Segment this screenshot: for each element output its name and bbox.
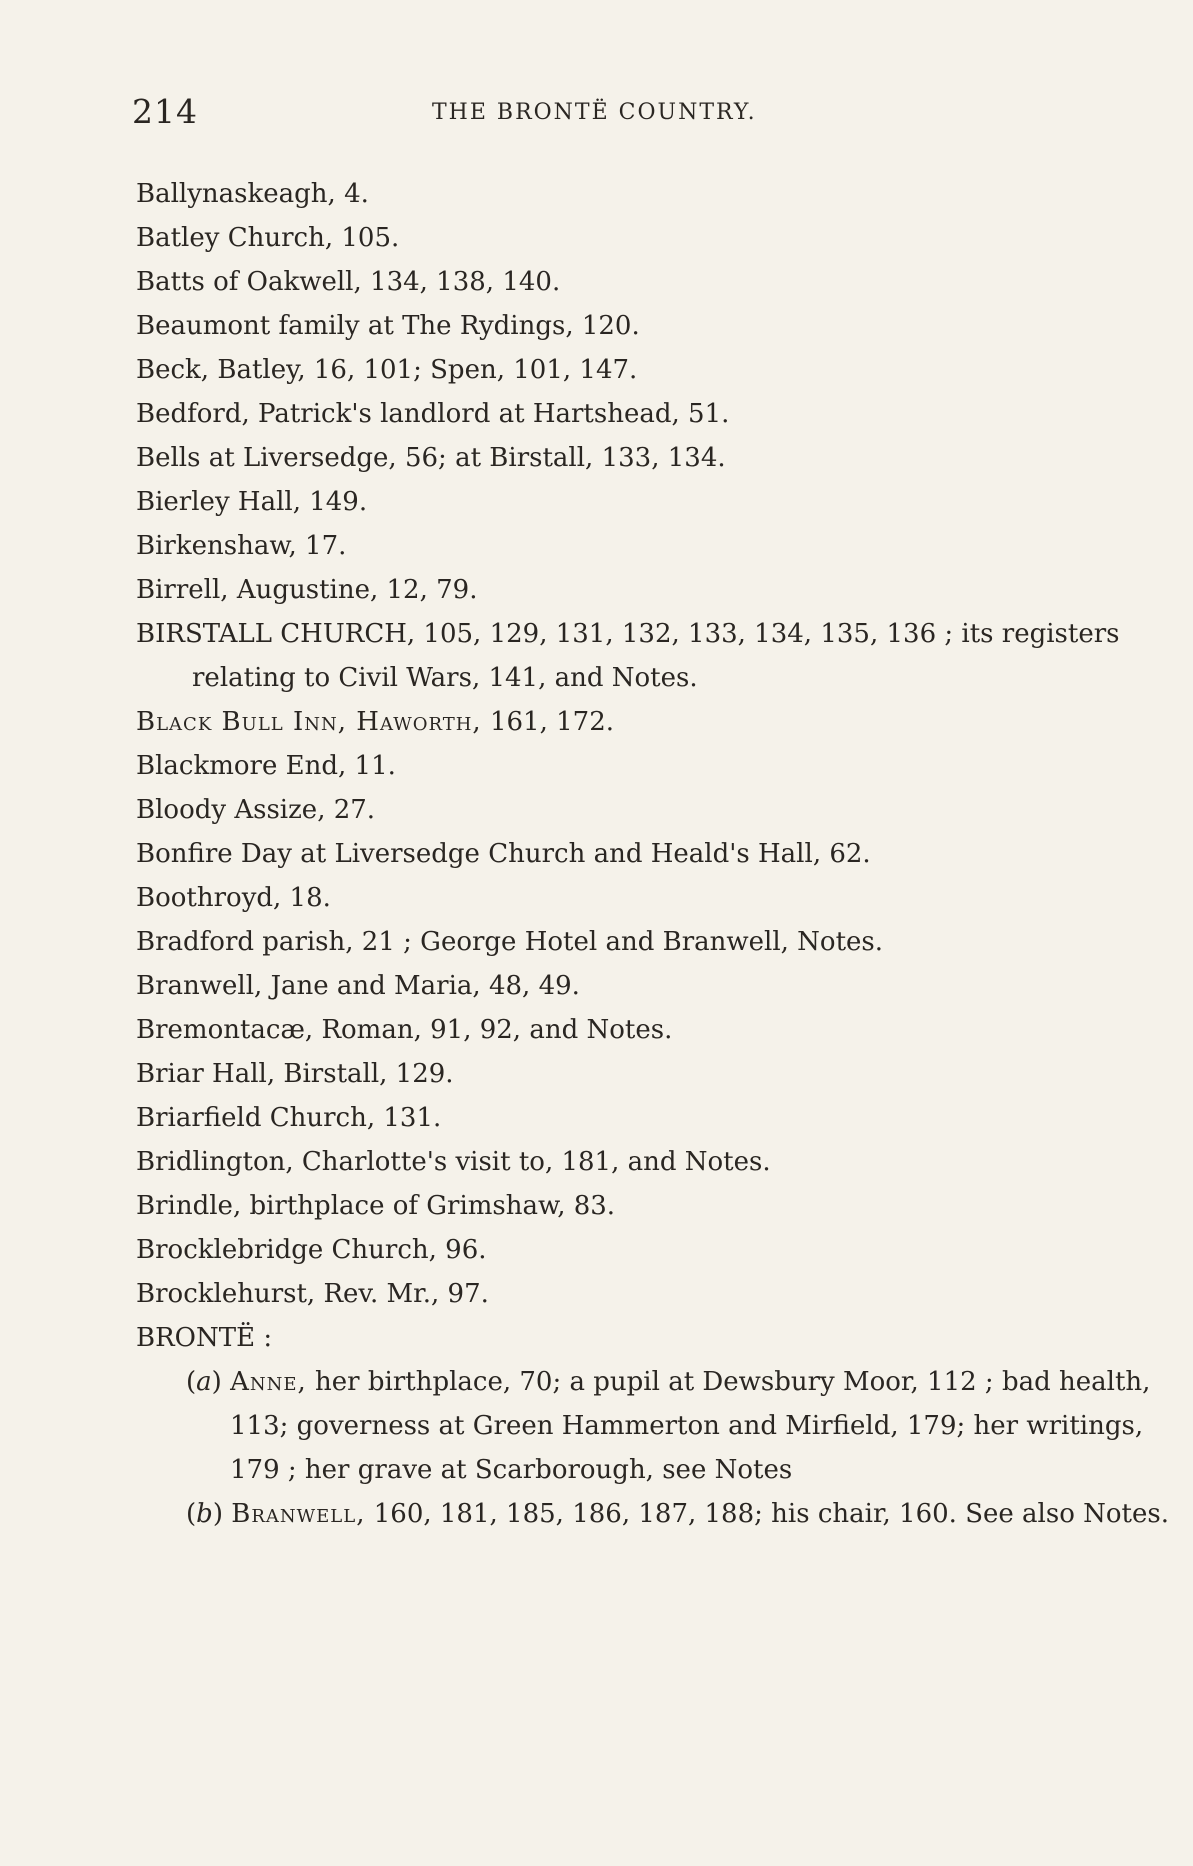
index-entry: Birrell, Augustine, 12, 79. [136,575,478,605]
page-header [132,92,792,132]
index-entries [136,172,1169,1536]
subentry-label: b [196,1499,213,1529]
index-entry: Beck, Batley, 16, 101; Spen, 101, 147. [136,355,638,385]
index-entry: Bremontacæ, Roman, 91, 92, and Notes. [136,1015,673,1045]
index-entry: Brocklehurst, Rev. Mr., 97. [136,1279,489,1309]
index-entry: Bierley Hall, 149. [136,487,368,517]
subentry-name: Branwell, [231,1499,366,1529]
index-entry-birstall-church: BIRSTALL CHURCH, 105, 129, 131, 132, 133, 134, 135, 136 ; its registers relating to Civil Wars, 141, and Notes. [136,619,1120,693]
entry-heading: Black Bull Inn, Haworth, [136,707,482,737]
subentry-text: 160, 181, 185, 186, 187, 188; his chair, 160. See also Notes. [365,1499,1169,1529]
index-entry: Bedford, Patrick's landlord at Hartshead, 51. [136,399,730,429]
index-entry: Birkenshaw, 17. [136,531,347,561]
index-entry: Brindle, birthplace of Grimshaw, 83. [136,1191,616,1221]
index-entry: Batley Church, 105. [136,223,400,253]
index-entry: Bells at Liversedge, 56; at Birstall, 133, 134. [136,443,726,473]
index-entry: Brocklebridge Church, 96. [136,1235,487,1265]
index-entry: Branwell, Jane and Maria, 48, 49. [136,971,580,1001]
index-subentry-branwell: (b) Branwell, 160, 181, 185, 186, 187, 188; his chair, 160. See also Notes. [186,1499,1169,1529]
index-entry: Beaumont family at The Rydings, 120. [136,311,640,341]
subentry-name: Anne, [230,1367,307,1397]
index-entry: Bradford parish, 21 ; George Hotel and Branwell, Notes. [136,927,884,957]
index-entry: Briarfield Church, 131. [136,1103,442,1133]
subentry-text: her birthplace, 70; a pupil at Dewsbury Moor, 112 ; bad health, 113; governess at Green Hammerton and Mirfield, 179; her writings, 179 ; her grave at Scarborough, see Notes [230,1367,1151,1485]
index-entry: Ballynaskeagh, 4. [136,179,369,209]
index-subentry-anne: (a) Anne, her birthplace, 70; a pupil at Dewsbury Moor, 112 ; bad health, 113; governess at Green Hammerton and Mirfield, 179; her writings, 179 ; her grave at Scarborough, see Notes [186,1367,1151,1485]
index-entry: Bloody Assize, 27. [136,795,376,825]
index-entry: Briar Hall, Birstall, 129. [136,1059,454,1089]
index-entry-black-bull-inn [136,700,1096,744]
index-entry-bronte: BRONTË : [136,1323,273,1353]
page-number: 214 [132,92,198,131]
running-title: THE BRONTË COUNTRY. [432,100,757,125]
index-entry: Boothroyd, 18. [136,883,331,913]
subentry-label: a [196,1367,212,1397]
index-entry: Bridlington, Charlotte's visit to, 181, and Notes. [136,1147,771,1177]
entry-pages: 161, 172. [481,707,615,737]
index-entry: Batts of Oakwell, 134, 138, 140. [136,267,561,297]
index-entry: Bonfire Day at Liversedge Church and Heald's Hall, 62. [136,839,871,869]
index-entry: Blackmore End, 11. [136,751,396,781]
